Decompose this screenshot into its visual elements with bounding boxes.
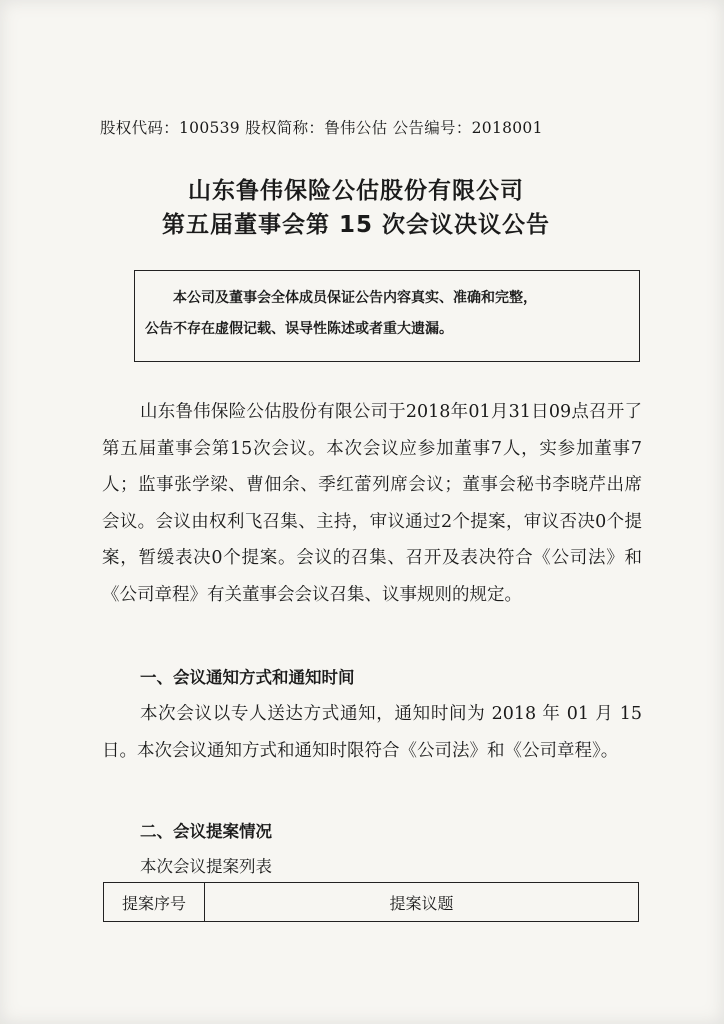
notice-method-paragraph: 本次会议以专人送达方式通知，通知时间为 2018 年 01 月 15 日。本次会议通知方式和通知时限符合《公司法》和《公司章程》。 [102,704,642,761]
table-caption: 本次会议提案列表 [140,857,272,876]
section-heading-proposals: 二、会议提案情况 [140,822,272,841]
proposal-table [103,882,639,922]
meeting-summary-paragraph: 山东鲁伟保险公估股份有限公司于2018年01月31日09点召开了第五届董事会第15次会议。本次会议应参加董事7人，实参加董事7人；监事张学梁、曹佃余、季红蕾列席会议；董事会秘书李晓芹出席会议。会议由权利飞召集、主持，审议通过2个提案，审议否决0个提案，暂缓表决0个提案。会议的召集、召开及表决符合《公司法》和《公司章程》有关董事会会议召集、议事规则的规定。 [102,402,642,605]
table-header-row [104,883,639,922]
disclaimer-box [134,270,640,362]
company-title: 山东鲁伟保险公估股份有限公司 [188,178,524,204]
announcement-title: 第五届董事会第 15 次会议决议公告 [161,212,551,238]
disclaimer-line-2: 公告不存在虚假记载、误导性陈述或者重大遗漏。 [145,321,453,337]
header-proposal-number: 提案序号 [104,883,205,922]
header-proposal-topic: 提案议题 [205,883,639,922]
section-heading-notice: 一、会议通知方式和通知时间 [140,668,355,687]
disclaimer-line-1: 本公司及董事会全体成员保证公告内容真实、准确和完整， [173,290,537,306]
stock-info-line: 股权代码：100539 股权简称：鲁伟公估 公告编号：2018001 [100,119,543,137]
